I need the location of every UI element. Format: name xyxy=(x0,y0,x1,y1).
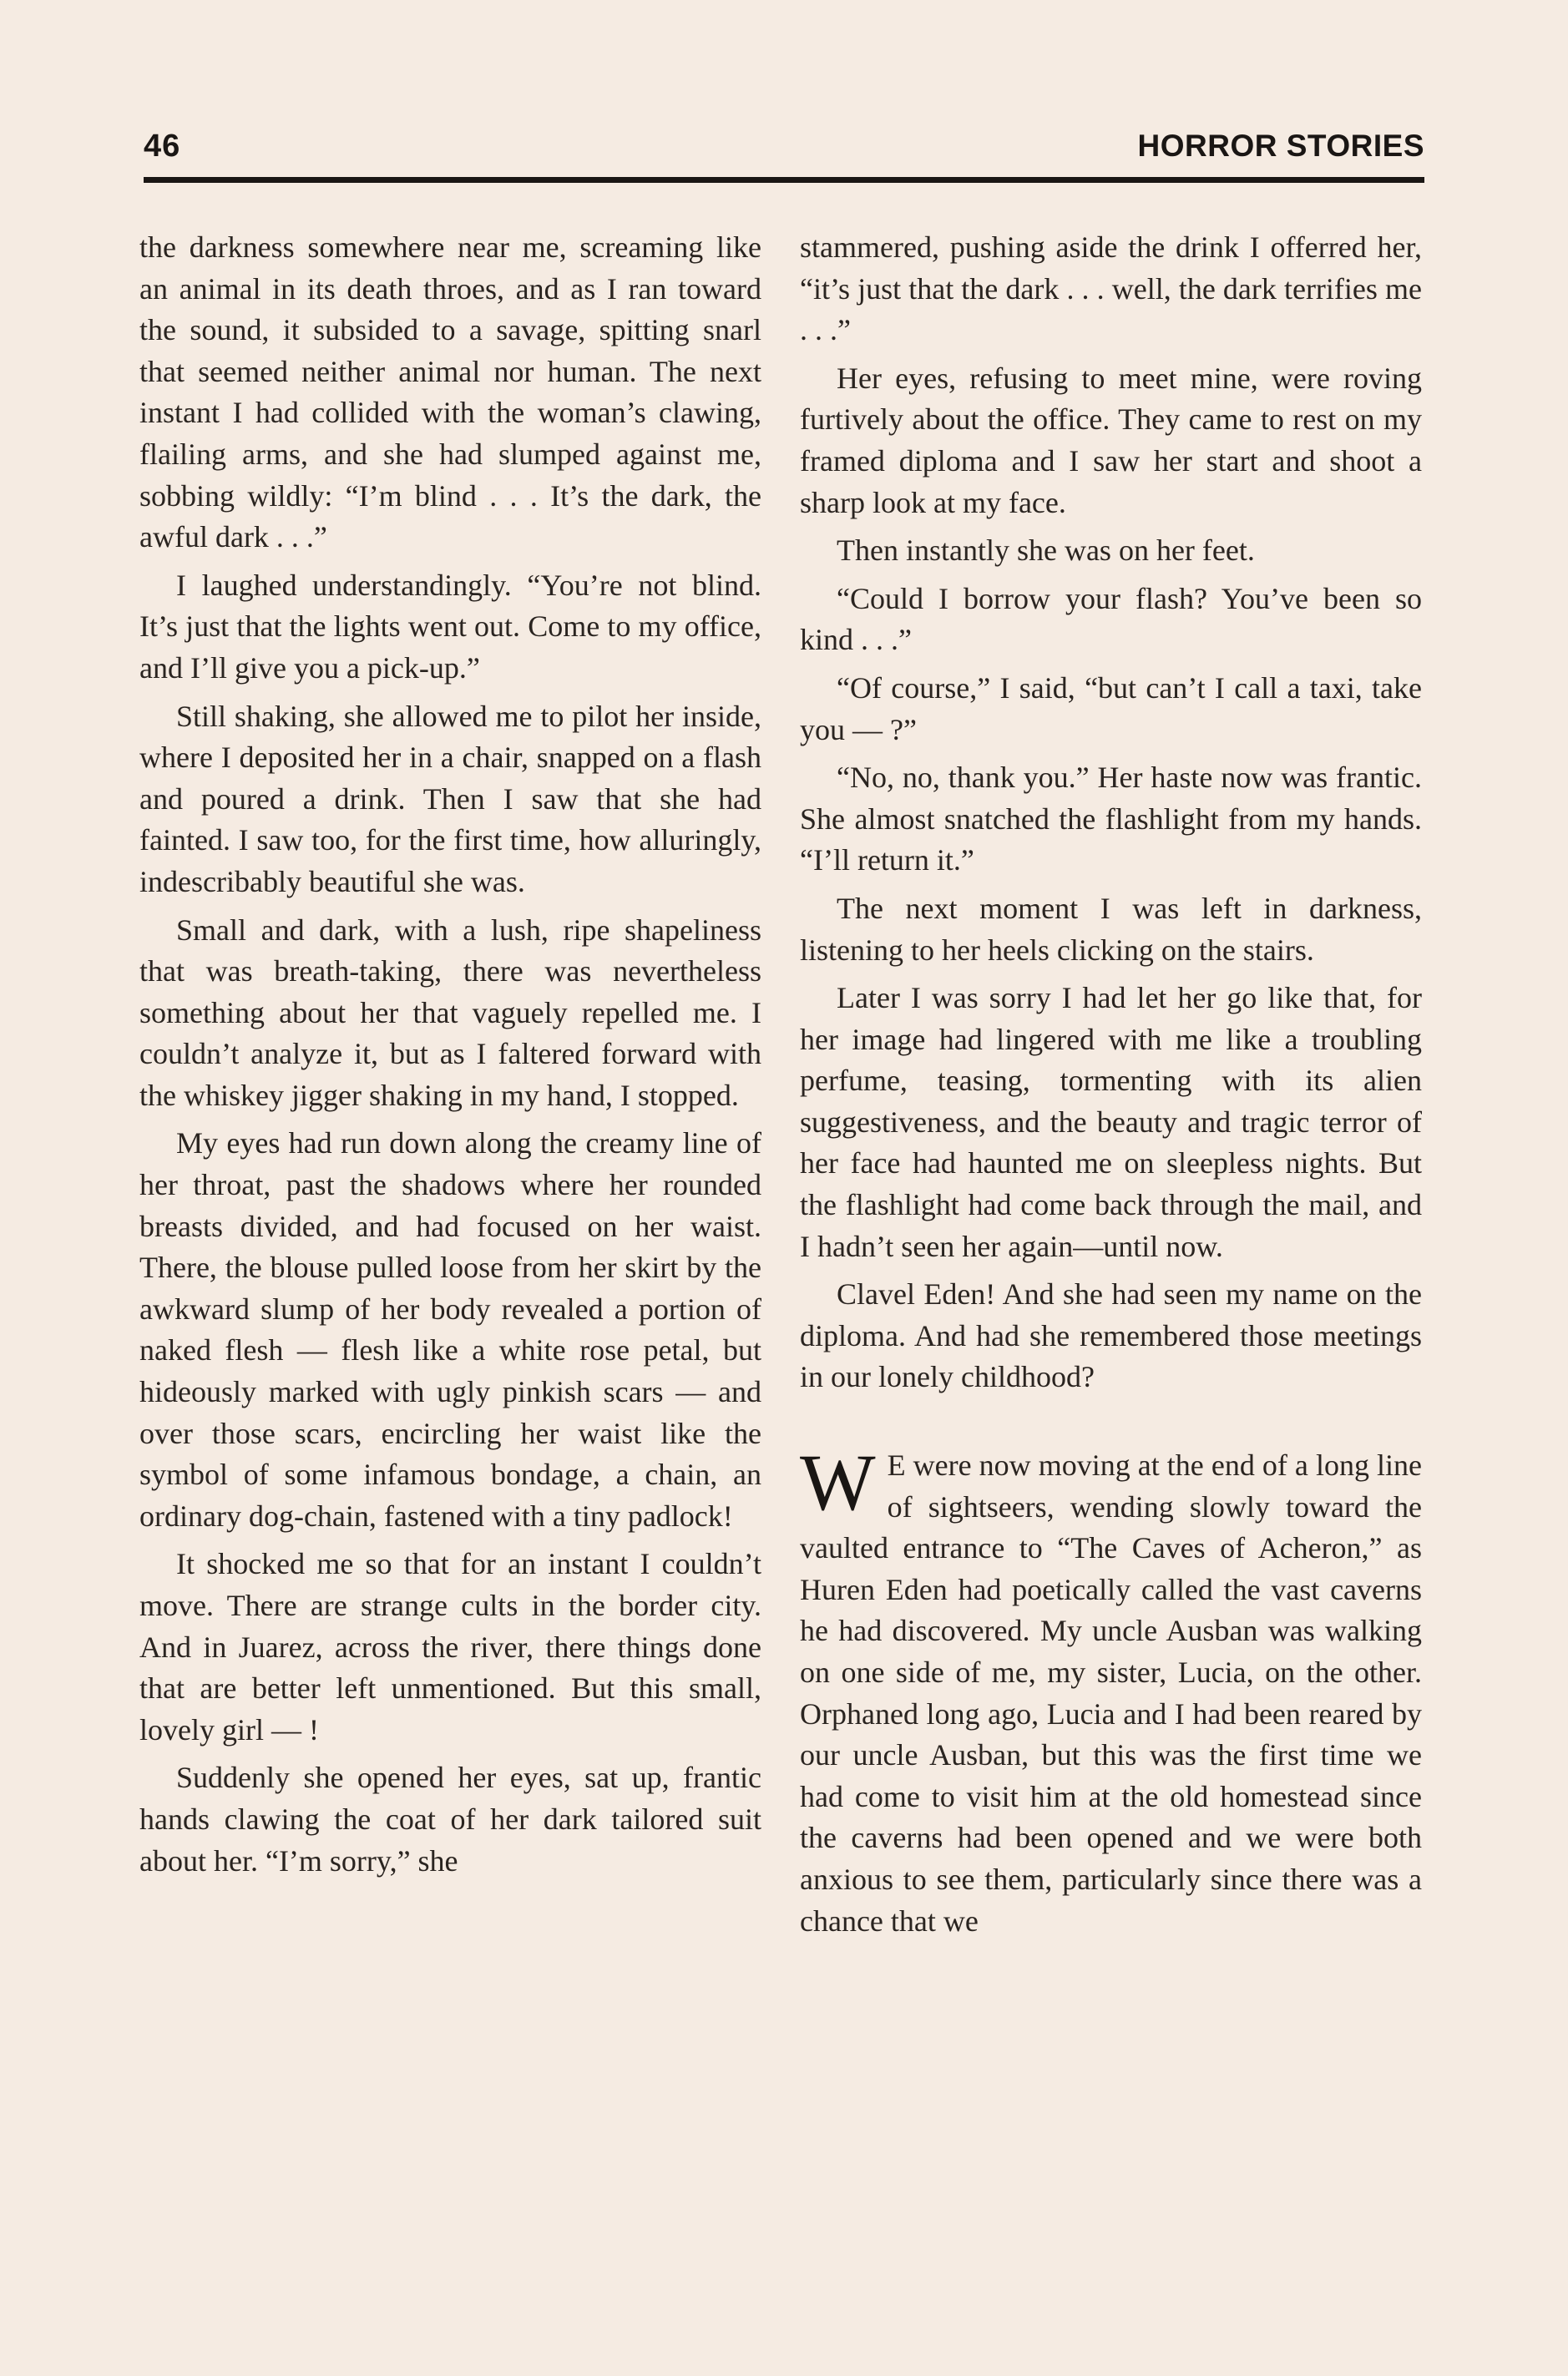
left-column xyxy=(139,227,761,1888)
paragraph: stammered, pushing aside the drink I offerred her, “it’s just that the dark . . . well, the dark terrifies me . . .” xyxy=(800,230,1422,347)
paragraph: The next moment I was left in darkness, listening to her heels clicking on the stairs. xyxy=(800,891,1422,967)
header-rule xyxy=(144,177,1424,183)
paragraph: Suddenly she opened her eyes, sat up, frantic hands clawing the coat of her dark tailored suit about her. “I’m sorry,” she xyxy=(139,1761,761,1878)
paragraph: It shocked me so that for an instant I couldn’t move. There are strange cults in the border city. And in Juarez, across the river, there things done that are better left unmentioned. But this small, lovely girl — ! xyxy=(139,1547,761,1747)
section-opening-paragraph xyxy=(800,1438,1422,1942)
paragraph: Later I was sorry I had let her go like that, for her image had lingered with me like a troubling perfume, teasing, tormenting with its alien suggestiveness, and the beauty and tragic terror of her face had haunted me on sleepless nights. But the flashlight had come back through the mail, and I hadn’t seen her again—until now. xyxy=(800,981,1422,1263)
paragraph: “Of course,” I said, “but can’t I call a taxi, take you — ?” xyxy=(800,670,1422,746)
section-break xyxy=(800,1405,1422,1445)
paragraph: I laughed understandingly. “You’re not blind. It’s just that the lights went out. Come to my office, and I’ll give you a pick-up.” xyxy=(139,568,761,685)
paragraph: “Could I borrow your flash? You’ve been so kind . . .” xyxy=(800,581,1422,657)
section-text: E were now moving at the end of a long line of sightseers, wending slowly toward the vaulted entrance to “The Caves of Acheron,” as Huren Eden had poetically called the vast caverns he had discovered. My uncle Ausban was walking on one side of me, my sister, Lucia, on the other. Orphaned long ago, Lucia and I had been reared by our uncle Ausban, but this was the first time we had come to visit him at the old homestead since the caverns had been opened and we were both anxious to see them, particularly since there was a chance that we xyxy=(800,1448,1422,1938)
running-title: HORROR STORIES xyxy=(1137,129,1424,163)
paragraph: Her eyes, refusing to meet mine, were roving furtively about the office. They came to rest on my framed diploma and I saw her start and shoot a sharp look at my face. xyxy=(800,361,1422,519)
paragraph: the darkness somewhere near me, screaming like an animal in its death throes, and as I ran toward the sound, it subsided to a savage, spitting snarl that seemed neither animal nor human. The next instant I had collided with the woman’s clawing, flailing arms, and she had slumped against me, sobbing wildly: “I’m blind . . . It’s the dark, the awful dark . . .” xyxy=(139,230,761,554)
page-header xyxy=(144,125,1424,174)
paragraph: Small and dark, with a lush, ripe shapeliness that was breath-taking, there was nevertheless something about her that vaguely repelled me. I couldn’t analyze it, but as I faltered forward with the whiskey jigger shaking in my hand, I stopped. xyxy=(139,912,761,1112)
right-column xyxy=(800,227,1422,1949)
paragraph: Clavel Eden! And she had seen my name on the diploma. And had she remembered those meetings in our lonely childhood? xyxy=(800,1277,1422,1394)
paragraph: Then instantly she was on her feet. xyxy=(837,533,1255,568)
paragraph: “No, no, thank you.” Her haste now was frantic. She almost snatched the flashlight from my hands. “I’ll return it.” xyxy=(800,761,1422,877)
paragraph: My eyes had run down along the creamy line of her throat, past the shadows where her rounded breasts divided, and had focused on her waist. There, the blouse pulled loose from her skirt by the awkward slump of her body revealed a portion of naked flesh — flesh like a white rose petal, but hideously marked with ugly pinkish scars — and over those scars, encircling her waist like the symbol of some infamous bondage, a chain, an ordinary dog-chain, fastened with a tiny padlock! xyxy=(139,1126,761,1533)
paragraph: Still shaking, she allowed me to pilot her inside, where I deposited her in a chair, snapped on a flash and poured a drink. Then I saw that she had fainted. I saw too, for the first time, how alluringly, indescribably beautiful she was. xyxy=(139,699,761,898)
drop-cap: W xyxy=(800,1438,876,1528)
page-number: 46 xyxy=(144,129,181,164)
